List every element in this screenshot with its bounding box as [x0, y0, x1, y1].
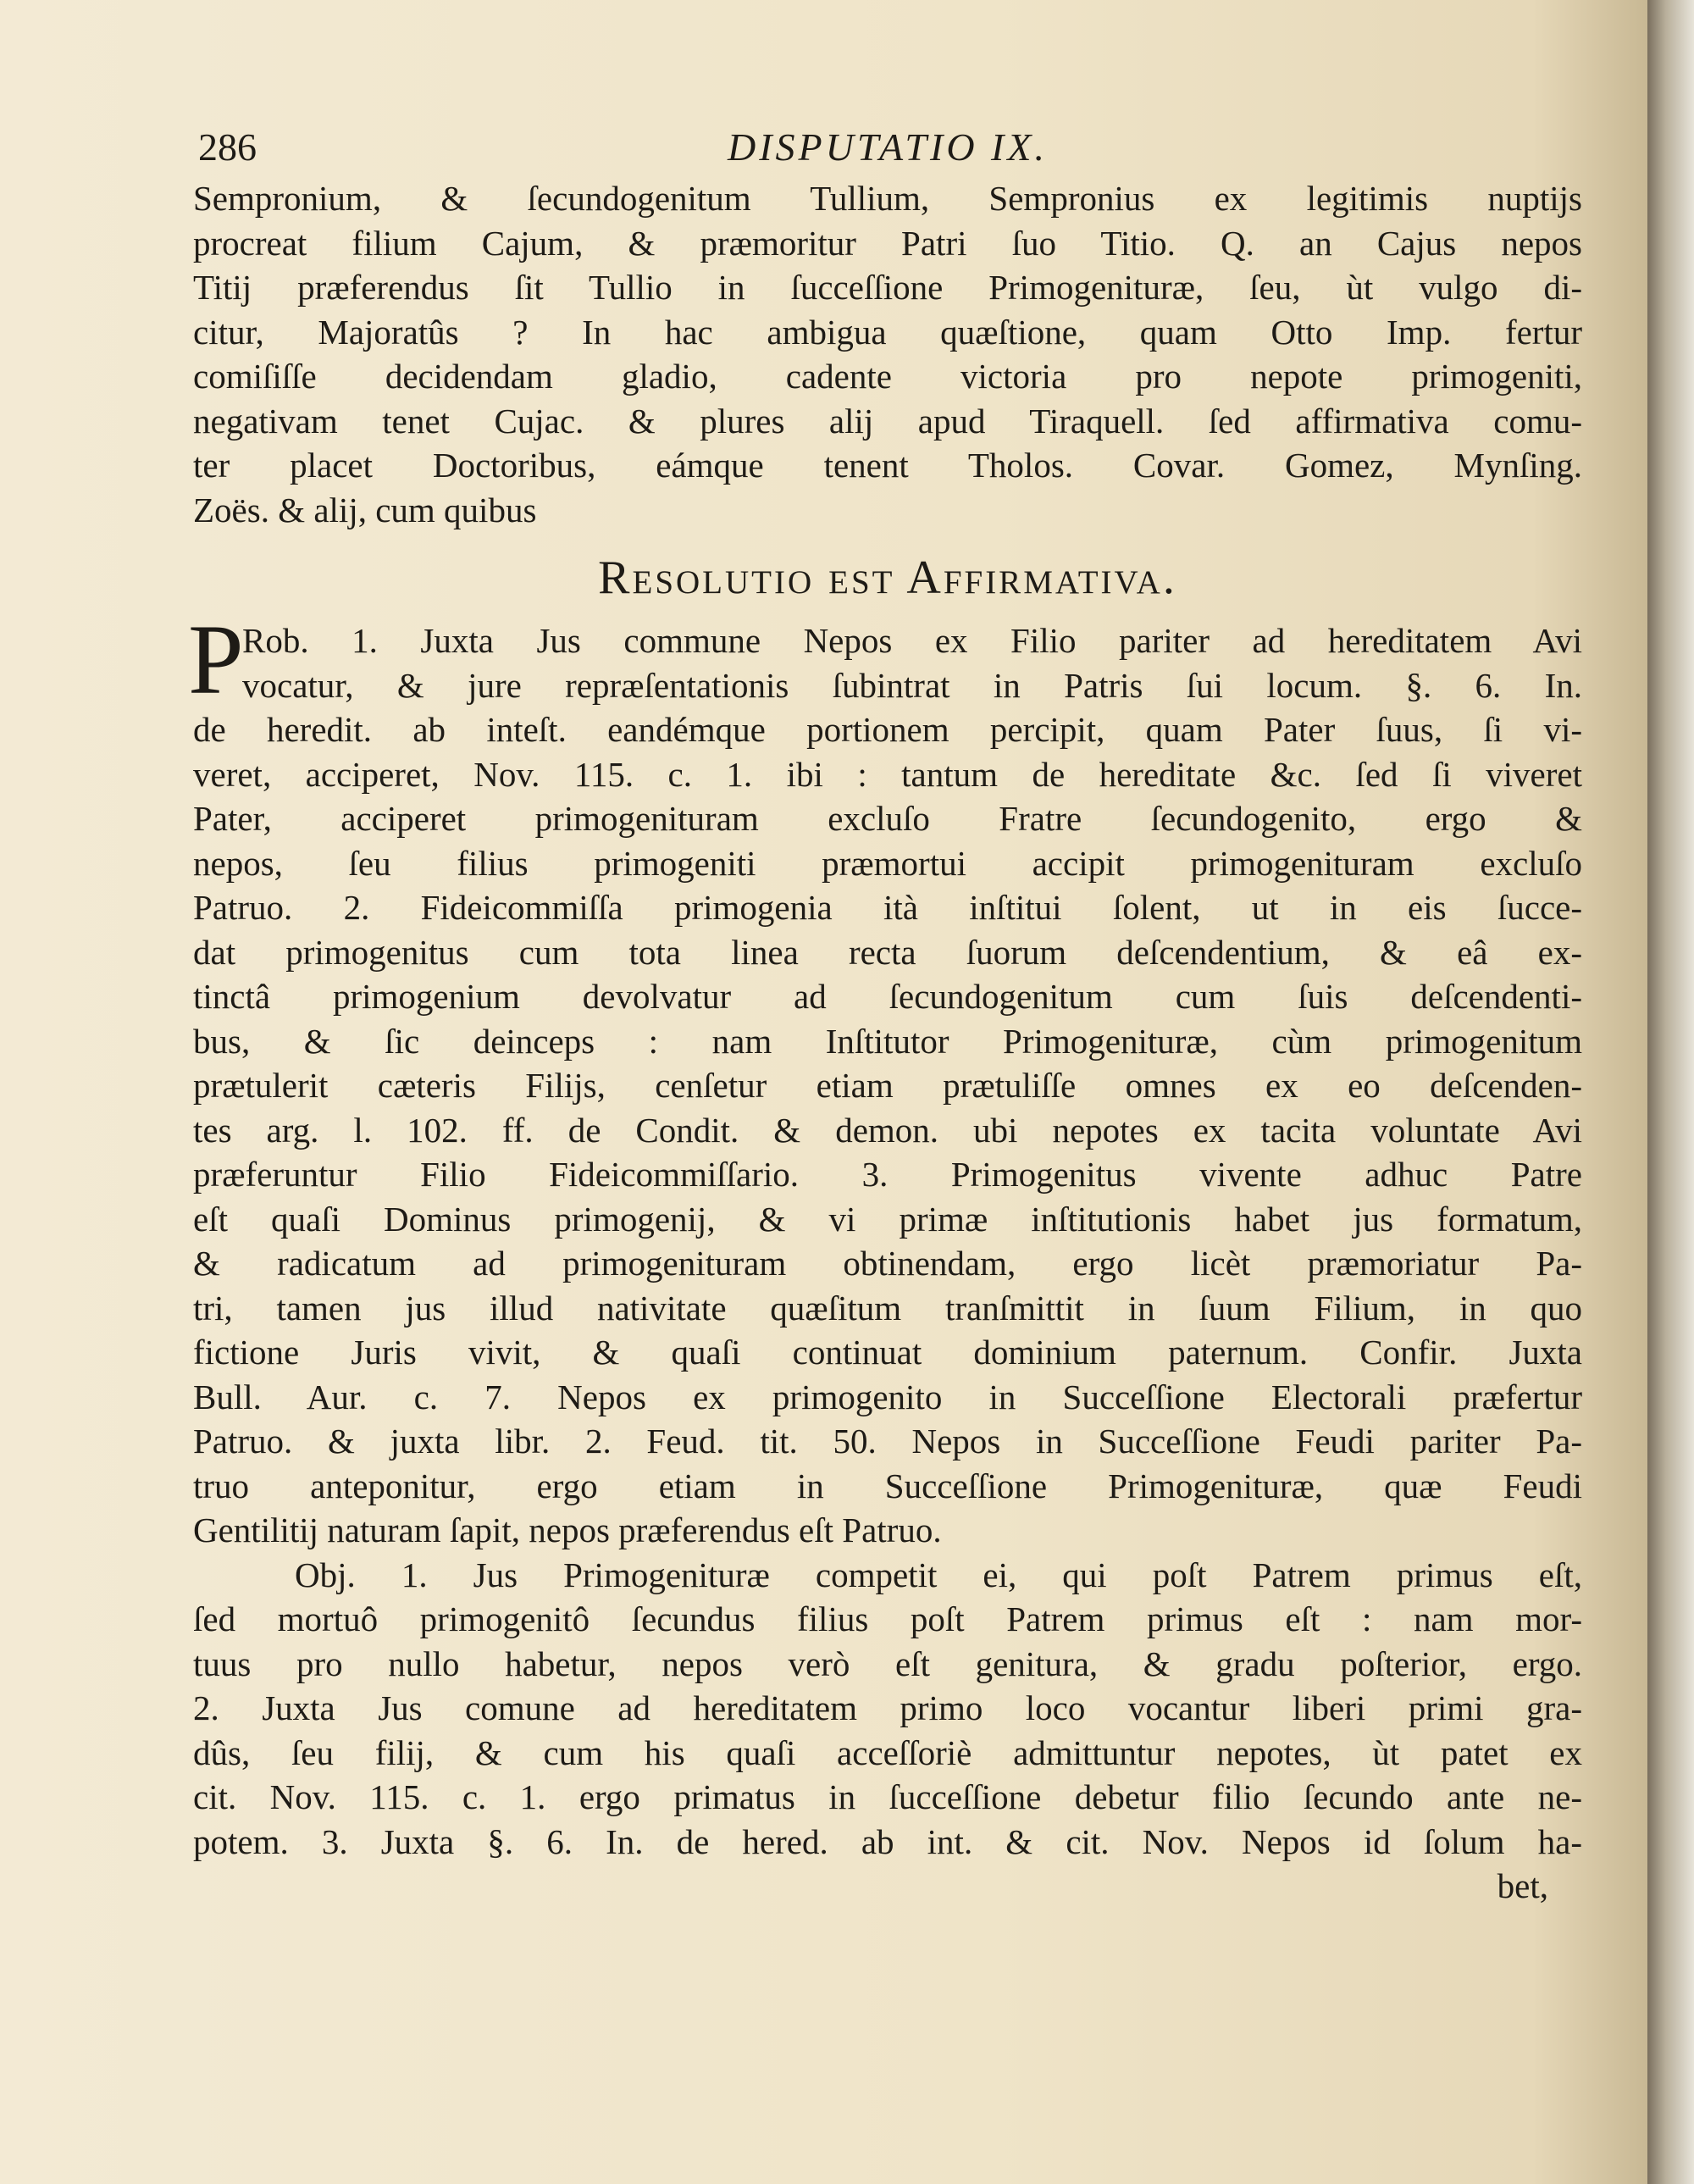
text-line: de heredit. ab inteſt. eandémque portionem percipit, quam Pater ſuus, ſi vi-: [193, 710, 1582, 749]
text-line: fictione Juris vivit, & quaſi continuat dominium paternum. Confir. Juxta: [193, 1333, 1582, 1372]
text-line: tinctâ primogenium devolvatur ad ſecundogenitum cum ſuis deſcendenti-: [193, 977, 1582, 1016]
text-line: potem. 3. Juxta §. 6. In. de hered. ab int. & cit. Nov. Nepos id ſolum ha-: [193, 1821, 1582, 1861]
text-line: veret, acciperet, Nov. 115. c. 1. ibi : tantum de hereditate &c. ſed ſi viveret: [193, 754, 1582, 794]
text-line: eſt quaſi Dominus primogenij, & vi primæ inſtitutionis habet jus formatum,: [193, 1199, 1582, 1239]
text-block: [188, 110, 1582, 1909]
text-line: Patruo. & juxta libr. 2. Feud. tit. 50. Nepos in Succeſſione Feudi pariter Pa-: [193, 1422, 1582, 1461]
paragraph-intro: [193, 176, 1582, 532]
text-line: cit. Nov. 115. c. 1. ergo primatus in ſucceſſione debetur filio ſecundo ante ne-: [193, 1777, 1582, 1816]
section-heading: Resolutio est Affirmativa.: [598, 552, 1177, 604]
text-line: tri, tamen jus illud nativitate quæſitum tranſmittit in ſuum Filium, in quo: [193, 1288, 1582, 1328]
text-line: Pater, acciperet primogenituram excluſo Fratre ſecundogenito, ergo &: [193, 799, 1582, 838]
text-line: tuus pro nullo habetur, nepos verò eſt genitura, & gradu poſterior, ergo.: [193, 1644, 1582, 1683]
text-line: procreat filium Cajum, & præmoritur Patri ſuo Titio. Q. an Cajus nepos: [193, 223, 1582, 263]
text-line: Bull. Aur. c. 7. Nepos ex primogenito in Succeſſione Electorali præfertur: [193, 1377, 1582, 1416]
paragraph-proofs: [188, 604, 1582, 1553]
text-line: Patruo. 2. Fideicommiſſa primogenia ità inſtitui ſolent, ut in eis ſucce-: [193, 888, 1582, 927]
running-head: DISPUTATIO IX.: [728, 125, 1048, 169]
text-line: citur, Majoratûs ? In hac ambigua quæſtione, quam Otto Imp. fertur: [193, 312, 1582, 352]
book-gutter: [1647, 0, 1694, 2184]
page-header: [193, 110, 1582, 176]
text-line: truo anteponitur, ergo etiam in Succeſſione Primogenituræ, quæ Feudi: [193, 1466, 1582, 1505]
text-line: tes arg. l. 102. ff. de Condit. & demon. ubi nepotes ex tacita voluntate Avi: [193, 1110, 1582, 1150]
catchword: bet,: [1497, 1866, 1548, 1905]
text-line: comiſiſſe decidendam gladio, cadente victoria pro nepote primogeniti,: [193, 357, 1582, 396]
text-line: Rob. 1. Juxta Jus commune Nepos ex Filio pariter ad hereditatem Avi: [242, 621, 1582, 660]
text-line: negativam tenet Cujac. & plures alij apud Tiraquell. ſed affirmativa comu-: [193, 401, 1582, 441]
text-line: Sempronium, & ſecundogenitum Tullium, Sempronius ex legitimis nuptijs: [193, 179, 1582, 218]
text-line: prætulerit cæteris Filijs, cenſetur etiam prætuliſſe omnes ex eo deſcenden-: [193, 1066, 1582, 1105]
text-line: Obj. 1. Jus Primogenituræ competit ei, qui poſt Patrem primus eſt,: [295, 1555, 1582, 1594]
text-line: Titij præferendus ſit Tullio in ſucceſſione Primogenituræ, ſeu, ùt vulgo di-: [193, 268, 1582, 307]
text-line: præferuntur Filio Fideicommiſſario. 3. Primogenitus vivente adhuc Patre: [193, 1155, 1582, 1194]
text-line: bus, & ſic deinceps : nam Inſtitutor Primogenituræ, cùm primogenitum: [193, 1021, 1582, 1061]
text-line: ſed mortuô primogenitô ſecundus filius poſt Patrem primus eſt : nam mor-: [193, 1599, 1582, 1638]
drop-cap: P: [188, 604, 244, 715]
text-line: 2. Juxta Jus comune ad hereditatem primo loco vocantur liberi primi gra-: [193, 1688, 1582, 1727]
text-line: Gentilitij naturam ſapit, nepos præferendus eſt Patruo.: [193, 1511, 942, 1549]
text-line: ter placet Doctoribus, eámque tenent Tholos. Covar. Gomez, Mynſing.: [193, 446, 1582, 485]
paragraph-objections: [193, 1553, 1582, 1909]
text-line: dûs, ſeu filij, & cum his quaſi acceſſoriè admittuntur nepotes, ùt patet ex: [193, 1732, 1582, 1772]
text-line: Zoës. & alij, cum quibus: [193, 490, 537, 529]
text-line: vocatur, & jure repræſentationis ſubintrat in Patris ſui locum. §. 6. In.: [242, 665, 1582, 705]
text-line: nepos, ſeu filius primogeniti præmortui accipit primogenituram excluſo: [193, 843, 1582, 883]
page-number: 286: [198, 125, 257, 169]
text-line: dat primogenitus cum tota linea recta ſuorum deſcendentium, & eâ ex-: [193, 932, 1582, 972]
text-line: & radicatum ad primogenituram obtinendam, ergo licèt præmoriatur Pa-: [193, 1244, 1582, 1283]
